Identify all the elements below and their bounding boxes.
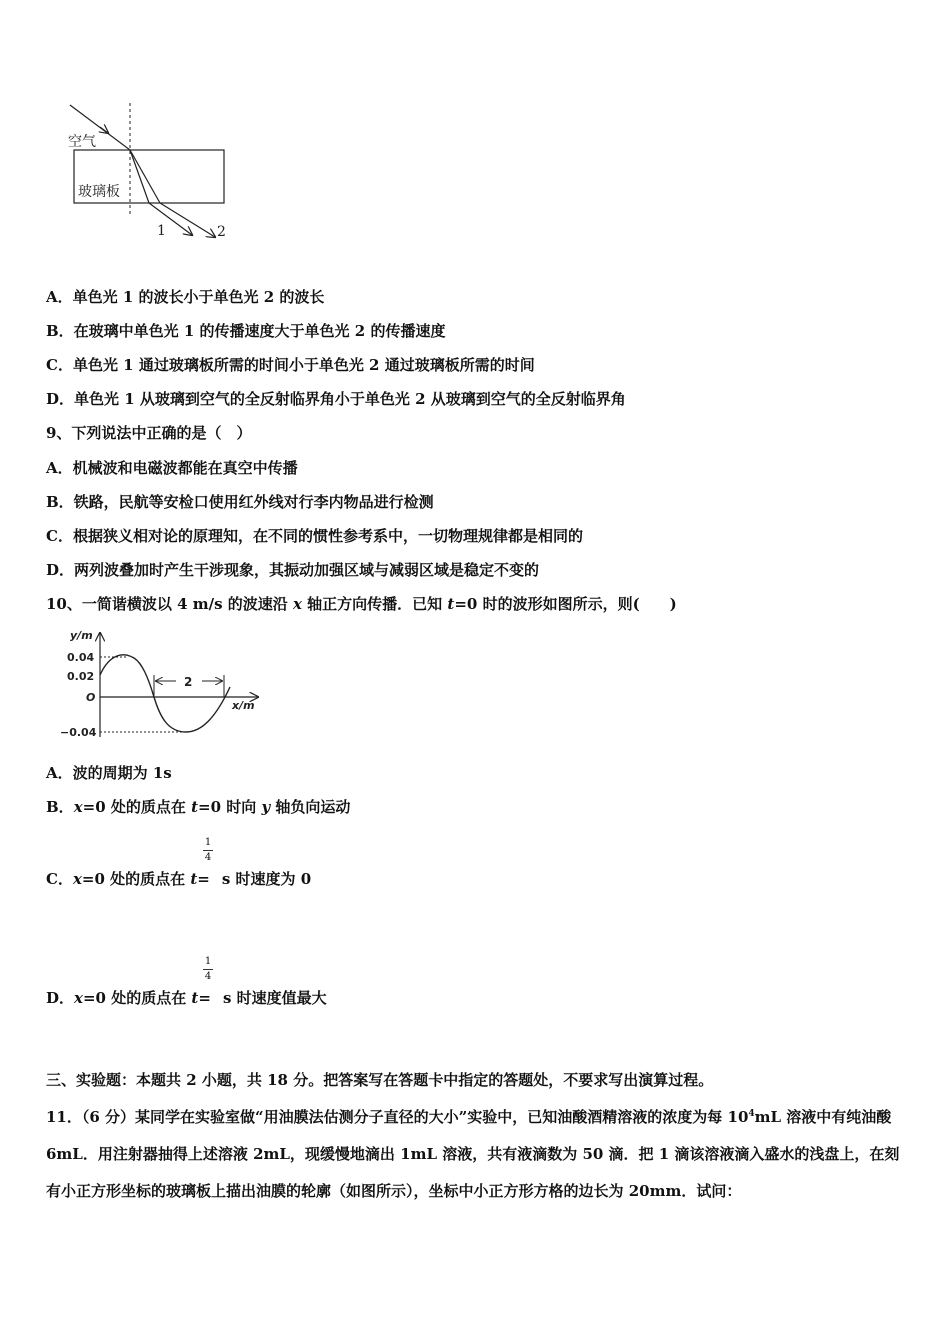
origin-label: O [86,691,96,704]
wave-graph [58,625,268,745]
q10-option-d: D．x=0 处的质点在 t= s 时速度值最大 [46,989,327,1007]
q9-option-c: C．根据狭义相对论的原理知，在不同的惯性参考系中，一切物理规律都是相同的 [46,527,583,545]
tick-mid: 0.02 [67,670,95,683]
q8-option-b: B．在玻璃中单色光 1 的传播速度大于单色光 2 的传播速度 [46,322,446,340]
refracted-ray-2 [130,150,160,203]
wave-curve [100,655,230,732]
q9-stem: 9、下列说法中正确的是（ ） [46,424,252,442]
y-axis-label: y/m [70,629,93,642]
q8-option-d: D．单色光 1 从玻璃到空气的全反射临界角小于单色光 2 从玻璃到空气的全反射临界角 [46,390,626,408]
tick-top: 0.04 [67,651,95,664]
section-3-heading: 三、实验题：本题共 2 小题，共 18 分。把答案写在答题卡中指定的答题处，不要求写出演算过程。 [46,1071,714,1089]
q10-option-a: A．波的周期为 1s [46,764,172,782]
q8-option-c: C．单色光 1 通过玻璃板所需的时间小于单色光 2 通过玻璃板所需的时间 [46,356,535,374]
span-label: 2 [184,675,193,689]
tick-bottom: −0.04 [60,726,97,739]
q9-option-b: B．铁路，民航等安检口使用红外线对行李内物品进行检测 [46,493,434,511]
q10-option-c: C．x=0 处的质点在 t= s 时速度为 0 [46,870,312,888]
ray1-label: 1 [157,223,166,239]
fraction-quarter-d: 1 4 [204,956,212,982]
q11-paragraph: 11．（6 分）某同学在实验室做“用油膜法估测分子直径的大小”实验中，已知油酸酒精溶液的浓度为每 $10^4mL$ 溶液中有纯油酸 6mL．用注射器抽得上述溶液 2mL，现缓慢地滴出 1mL 溶液，共有液滴数为 50 滴．把 1 滴该溶液滴入盛水的浅盘上，在刻有小正方形坐标的玻璃板上描出油膜的轮廓（如图所示），坐标中小正方形方格的边长为 20mm．试问： [46,1108,900,1200]
ray2-label: 2 [217,224,226,240]
x-axis-label: x/m [232,699,255,712]
refraction-figure [60,95,240,250]
q9-option-a: A．机械波和电磁波都能在真空中传播 [46,459,298,477]
air-label: 空气 [68,134,96,150]
glass-label: 玻璃板 [78,184,120,200]
q10-option-b: B．x=0 处的质点在 t=0 时向 y 轴负向运动 [46,798,351,816]
q9-option-d: D．两列波叠加时产生干涉现象，其振动加强区域与减弱区域是稳定不变的 [46,561,540,579]
fraction-quarter-c: 1 4 [204,837,212,863]
q8-option-a: A．单色光 1 的波长小于单色光 2 的波长 [46,288,325,306]
refracted-ray-1 [130,150,149,203]
q10-stem: 10、一简谐横波以 4 m/s 的波速沿 x 轴正方向传播．已知 t=0 时的波形如图所示，则( ) [46,595,677,613]
